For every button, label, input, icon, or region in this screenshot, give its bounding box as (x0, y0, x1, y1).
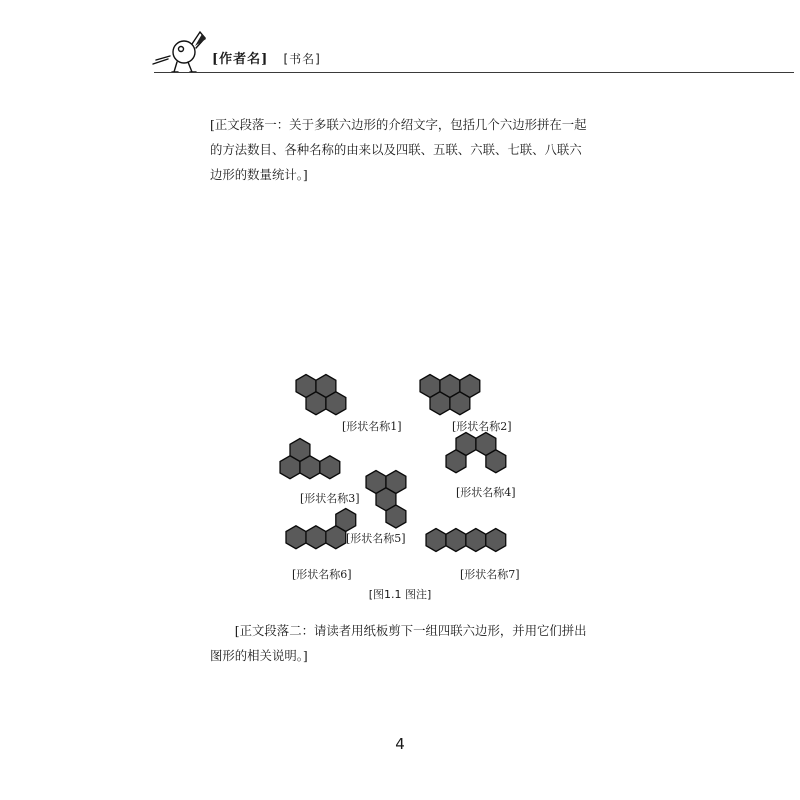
piece-label: [形状名称2] (452, 420, 512, 433)
piece-label: [形状名称7] (460, 568, 520, 581)
hexagon-cell (460, 375, 480, 398)
hexagon-cell (386, 505, 406, 528)
hexagon-cell (466, 529, 486, 552)
hexagon-cell (280, 456, 300, 479)
hexagon-cell (326, 526, 346, 549)
piece-label: [形状名称6] (292, 568, 352, 581)
page-number: 4 (395, 735, 405, 753)
hexagon-cell (446, 529, 466, 552)
hexagon-cell (306, 526, 326, 549)
hexagon-cell (486, 450, 506, 473)
hexagon-cell (306, 392, 326, 415)
tetrahex-piece-3 (280, 439, 340, 479)
hexagon-cell (320, 456, 340, 479)
hexagon-cell (286, 526, 306, 549)
hexagon-illustration (260, 372, 540, 577)
hexagon-cell (446, 450, 466, 473)
body-paragraph-2: [正文段落二：请读者用纸板剪下一组四联六边形，并用它们拼出图形的相关说明。] (210, 623, 587, 664)
body-paragraph-1: [正文段落一：关于多联六边形的介绍文字，包括几个六边形拼在一起的方法数目、各种名称的由来以及四联、五联、六联、七联、八联六边形的数量统计。] (210, 117, 587, 183)
running-header (150, 22, 570, 76)
piece-label: [形状名称5] (346, 532, 406, 545)
header-rule (154, 72, 794, 73)
mascot-illustration (150, 22, 210, 76)
tetrahex-piece-1 (296, 375, 346, 415)
tetrahex-piece-2 (420, 375, 480, 415)
hexagon-cell (486, 529, 506, 552)
tetrahex-piece-5 (366, 471, 406, 529)
tetrahex-piece-4 (446, 433, 506, 473)
piece-label: [形状名称4] (456, 486, 516, 499)
piece-label: [形状名称1] (342, 420, 402, 433)
piece-label: [形状名称3] (300, 492, 360, 505)
tetrahex-piece-7 (426, 529, 506, 552)
header-book-title: [书名] (283, 52, 321, 66)
hexagon-cell (300, 456, 320, 479)
header-author: [作者名] (212, 52, 269, 67)
hexagon-cell (326, 392, 346, 415)
figure-caption: [图1.1 图注] (368, 588, 432, 601)
hexagon-cell (426, 529, 446, 552)
figure-hexagon-shapes (260, 372, 540, 581)
